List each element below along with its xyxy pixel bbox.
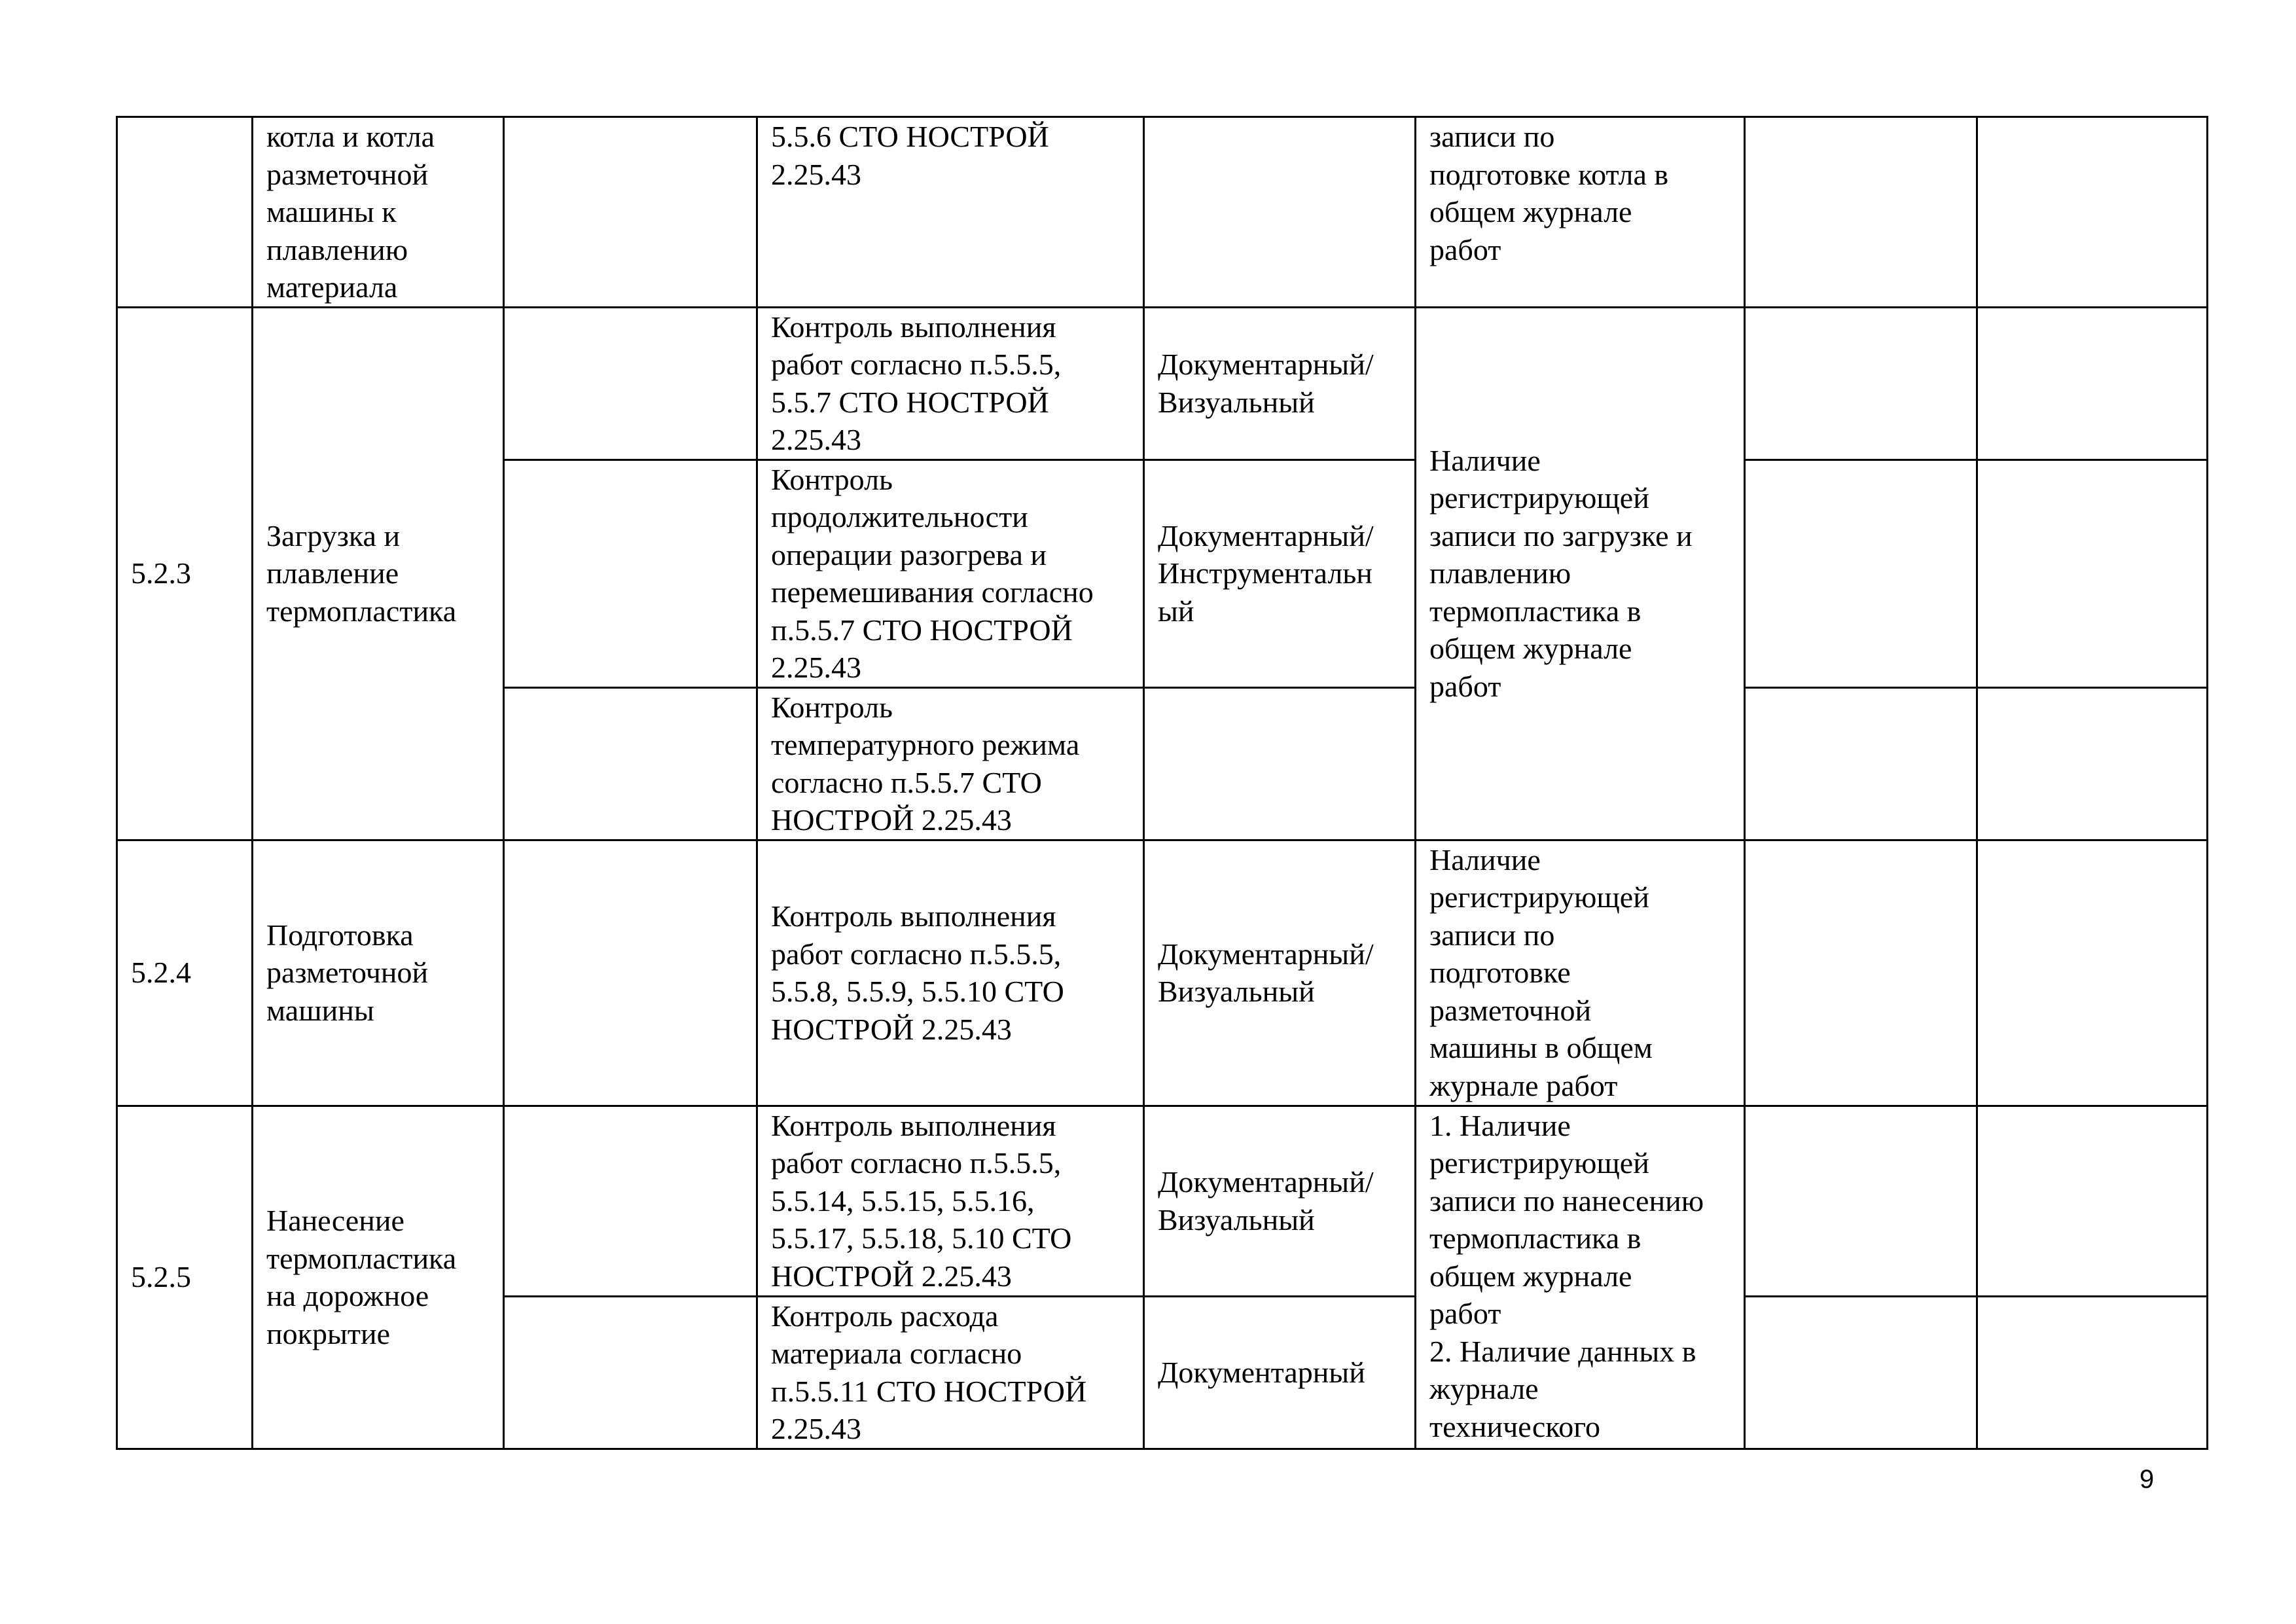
empty-cell [1977,307,2208,460]
control-method-cell: Документарный [1144,1296,1416,1449]
empty-cell [504,117,757,308]
operation-name-cell: Нанесение термопластика на дорожное покрытие [253,1106,504,1449]
page-number: 9 [2139,1465,2155,1494]
table-row [117,840,2208,1106]
empty-cell [1745,117,1977,308]
control-description-cell: Контроль температурного режима согласно п.5.5.7 СТО НОСТРОЙ 2.25.43 [757,687,1144,840]
operation-name-cell: Загрузка и плавление термопластика [253,307,504,840]
control-method-cell [1144,117,1416,308]
control-description-cell: Контроль выполнения работ согласно п.5.5.5, 5.5.14, 5.5.15, 5.5.16, 5.5.17, 5.5.18, 5.10 СТО НОСТРОЙ 2.25.43 [757,1106,1144,1296]
control-method-cell: Документарный/ Визуальный [1144,307,1416,460]
control-method-cell: Документарный/ Инструментальн ый [1144,460,1416,687]
table-row [117,307,2208,460]
empty-cell [504,460,757,687]
control-description-cell: Контроль выполнения работ согласно п.5.5.5, 5.5.7 СТО НОСТРОЙ 2.25.43 [757,307,1144,460]
row-number-cell: 5.2.3 [117,307,253,840]
record-requirement-cell: 1. Наличие регистрирующей записи по нанесению термопластика в общем журнале работ 2. Наличие данных в журнале технического [1416,1106,1745,1449]
empty-cell [1745,1296,1977,1449]
record-requirement-cell: Наличие регистрирующей записи по загрузке и плавлению термопластика в общем журнале работ [1416,307,1745,840]
empty-cell [1745,307,1977,460]
empty-cell [1745,460,1977,687]
control-method-cell [1144,687,1416,840]
control-description-cell: Контроль расхода материала согласно п.5.5.11 СТО НОСТРОЙ 2.25.43 [757,1296,1144,1449]
table-row [117,117,2208,308]
control-description-cell: Контроль продолжительности операции разогрева и перемешивания согласно п.5.5.7 СТО НОСТРОЙ 2.25.43 [757,460,1144,687]
empty-cell [504,687,757,840]
control-description-cell: 5.5.6 СТО НОСТРОЙ 2.25.43 [757,117,1144,308]
empty-cell [504,307,757,460]
empty-cell [1977,117,2208,308]
row-number-cell [117,117,253,308]
record-requirement-cell: Наличие регистрирующей записи по подготовке разметочной машины в общем журнале работ [1416,840,1745,1106]
operation-name-cell: Подготовка разметочной машины [253,840,504,1106]
empty-cell [1745,840,1977,1106]
empty-cell [504,840,757,1106]
operation-name-cell: котла и котла разметочной машины к плавлению материала [253,117,504,308]
empty-cell [1977,1106,2208,1296]
empty-cell [1977,687,2208,840]
empty-cell [504,1296,757,1449]
record-requirement-cell: записи по подготовке котла в общем журнале работ [1416,117,1745,308]
empty-cell [1745,687,1977,840]
row-number-cell: 5.2.5 [117,1106,253,1449]
control-method-cell: Документарный/ Визуальный [1144,1106,1416,1296]
empty-cell [1977,840,2208,1106]
control-method-cell: Документарный/ Визуальный [1144,840,1416,1106]
table-row [117,1106,2208,1296]
empty-cell [1977,460,2208,687]
empty-cell [1745,1106,1977,1296]
empty-cell [1977,1296,2208,1449]
empty-cell [504,1106,757,1296]
control-table [116,116,2208,1450]
row-number-cell: 5.2.4 [117,840,253,1106]
control-description-cell: Контроль выполнения работ согласно п.5.5.5, 5.5.8, 5.5.9, 5.5.10 СТО НОСТРОЙ 2.25.43 [757,840,1144,1106]
